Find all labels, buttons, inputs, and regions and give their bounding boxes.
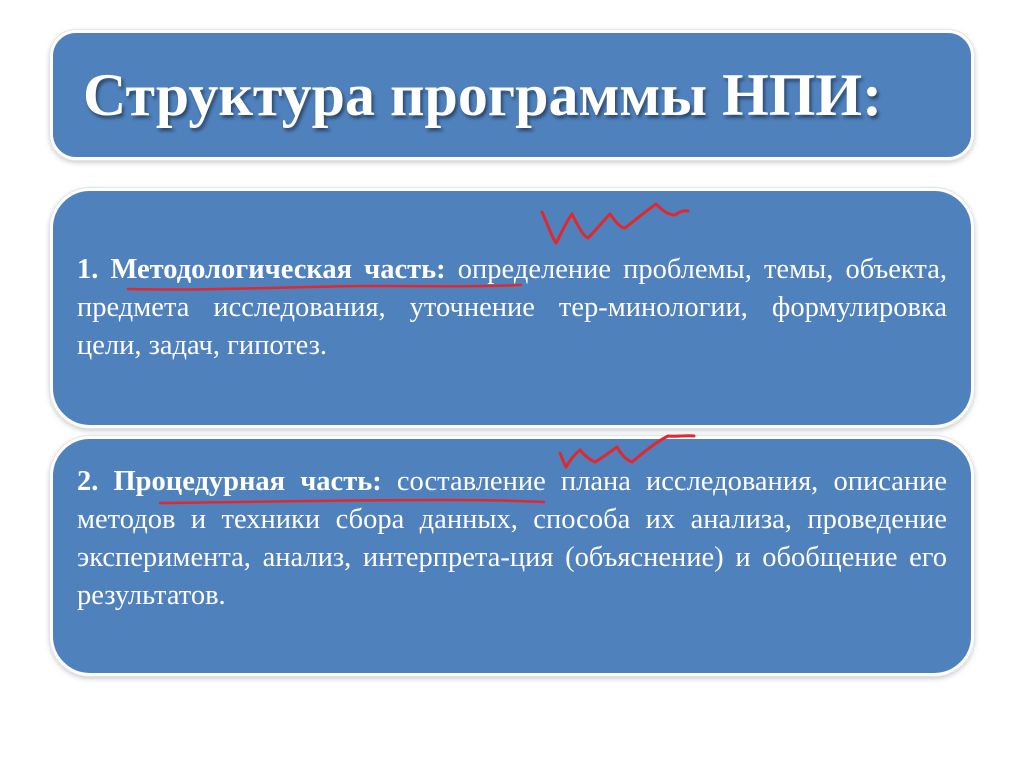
section-paragraph <box>77 251 947 365</box>
section-card-procedural <box>50 436 974 676</box>
section-heading: Процедурная часть: <box>113 466 382 497</box>
section-card-methodological <box>50 188 974 428</box>
title-card <box>50 30 974 160</box>
slide-title: Структура программы НПИ: <box>83 61 883 128</box>
section-body: составление плана исследования, описание методов и техники сбора данных, способа их анализа, проведение эксперимента, анализ, интерпрета-ция (объяснение) и обобщение его результатов. <box>77 466 947 611</box>
section-heading: Методологическая часть: <box>110 254 446 285</box>
section-number: 2. <box>77 466 99 497</box>
section-body: определение проблемы, темы, объекта, предмета исследования, уточнение тер-минологии, формулировка цели, задач, гипотез. <box>77 254 947 361</box>
section-number: 1. <box>77 254 99 285</box>
section-paragraph <box>77 463 947 615</box>
